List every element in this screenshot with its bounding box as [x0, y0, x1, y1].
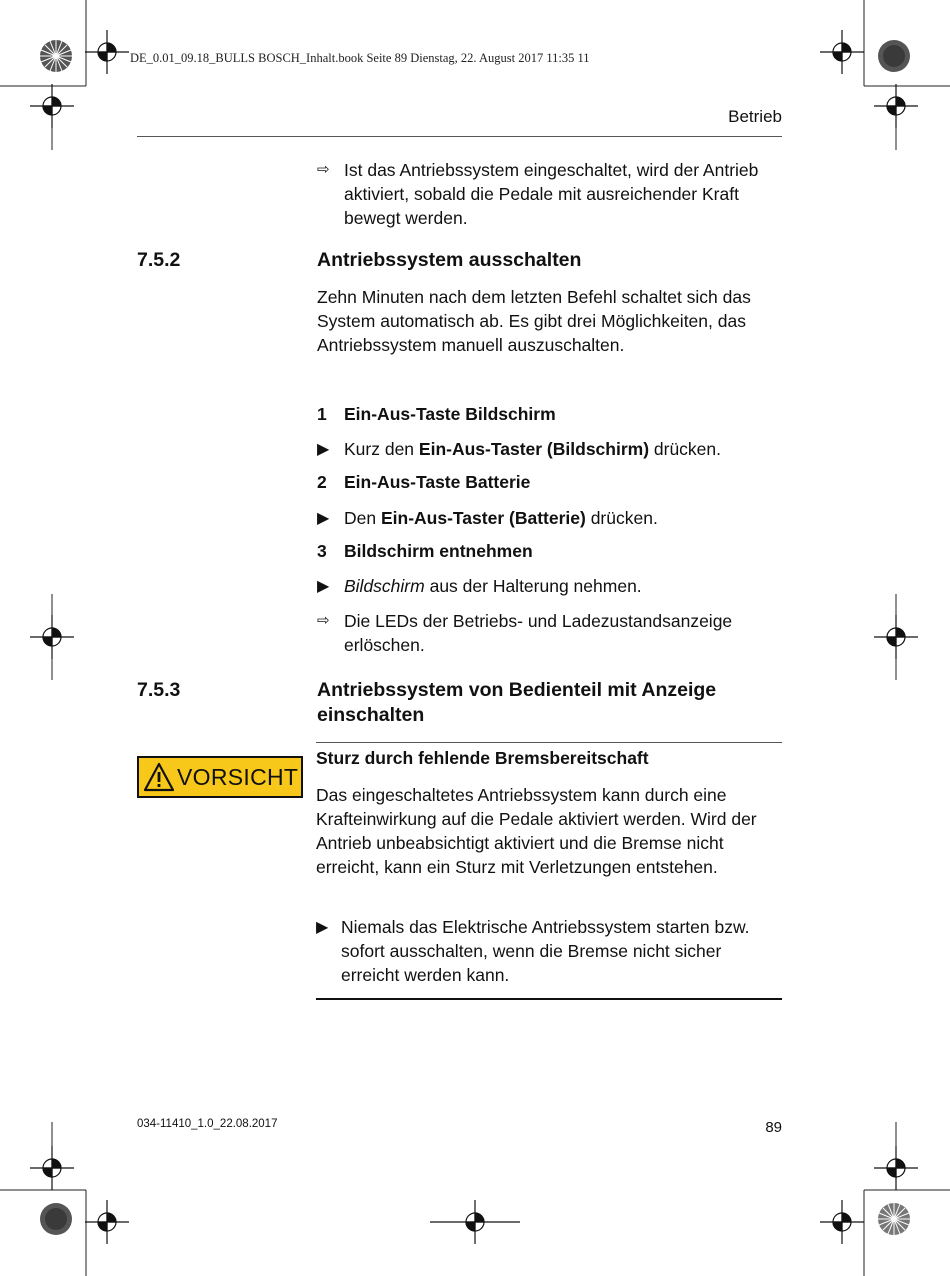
- step-title: Bildschirm entnehmen: [344, 541, 533, 561]
- section-title-7-5-2: Antriebssystem ausschalten: [317, 249, 582, 271]
- section-number-7-5-3: 7.5.3: [137, 679, 181, 701]
- action-bold-term: Ein-Aus-Taster (Bildschirm): [418, 439, 650, 459]
- step-2-action: [317, 506, 787, 530]
- warning-action: [316, 915, 766, 987]
- section-7-5-2-paragraph: Zehn Minuten nach dem letzten Befehl schaltet sich das System automatisch ab. Es gibt drei Möglichkeiten, das Antriebssystem manuell auszuschalten.: [317, 287, 751, 355]
- warning-triangle-icon: [143, 762, 175, 792]
- warning-text: Das eingeschaltetes Antriebssystem kann durch eine Krafteinwirkung auf die Pedale aktiviert werden. Wird der Antrieb unbeabsichtigt aktiviert und die Bremse nicht erreicht, kann ein Sturz mit Verletzungen entstehen.: [316, 785, 757, 877]
- footer-doc-code: 034-11410_1.0_22.08.2017: [137, 1118, 278, 1130]
- step-2-heading: [317, 472, 530, 493]
- step-number: 3: [317, 541, 327, 561]
- warning-badge-label: VORSICHT: [177, 763, 299, 790]
- header-divider: [137, 136, 782, 137]
- action-text: Den: [344, 508, 381, 528]
- action-triangle-icon: ▶: [317, 578, 330, 595]
- warning-bottom-rule: [316, 998, 782, 1000]
- step-title: Ein-Aus-Taste Bildschirm: [344, 404, 556, 424]
- result-arrow-icon: ⇨: [317, 161, 330, 178]
- action-text: aus der Halterung nehmen.: [424, 576, 642, 596]
- result-arrow-icon: ⇨: [317, 612, 330, 629]
- warning-action-text: Niemals das Elektrische Antriebssystem starten bzw. sofort ausschalten, wenn die Bremse nicht sicher erreicht werden kann.: [341, 917, 750, 985]
- action-text: drücken.: [649, 439, 722, 459]
- action-text: drücken.: [585, 508, 658, 528]
- section-7-5-2-result: [317, 609, 787, 657]
- step-title: Ein-Aus-Taste Batterie: [344, 472, 531, 492]
- action-bold-term: Ein-Aus-Taster (Batterie): [380, 508, 586, 528]
- warning-title: Sturz durch fehlende Bremsbereitschaft: [316, 748, 649, 768]
- step-number: 1: [317, 404, 327, 424]
- section-title-7-5-3: Antriebssystem von Bedienteil mit Anzeige einschalten: [317, 679, 717, 726]
- page-header-title: Betrieb: [728, 107, 782, 126]
- action-triangle-icon: ▶: [316, 919, 329, 936]
- step-3-action: [317, 574, 787, 598]
- action-triangle-icon: ▶: [317, 441, 330, 458]
- step-1-heading: [317, 404, 556, 425]
- warning-badge: [137, 756, 303, 798]
- step-1-action: [317, 437, 787, 461]
- intro-result: [317, 158, 787, 230]
- action-italic-term: Bildschirm: [344, 576, 425, 596]
- action-text: Kurz den: [344, 439, 419, 459]
- section-number-7-5-2: 7.5.2: [137, 249, 181, 271]
- step-number: 2: [317, 472, 327, 492]
- result-text: Die LEDs der Betriebs- und Ladezustandsanzeige erlöschen.: [344, 611, 733, 655]
- footer-page-number: 89: [765, 1119, 782, 1136]
- action-triangle-icon: ▶: [317, 510, 330, 527]
- intro-result-text: Ist das Antriebssystem eingeschaltet, wird der Antrieb aktiviert, sobald die Pedale mit ausreichender Kraft bewegt werden.: [344, 160, 759, 228]
- step-3-heading: [317, 541, 533, 562]
- print-info-line: DE_0.01_09.18_BULLS BOSCH_Inhalt.book Seite 89 Dienstag, 22. August 2017 11:35 11: [130, 51, 590, 65]
- warning-top-rule: [316, 742, 782, 743]
